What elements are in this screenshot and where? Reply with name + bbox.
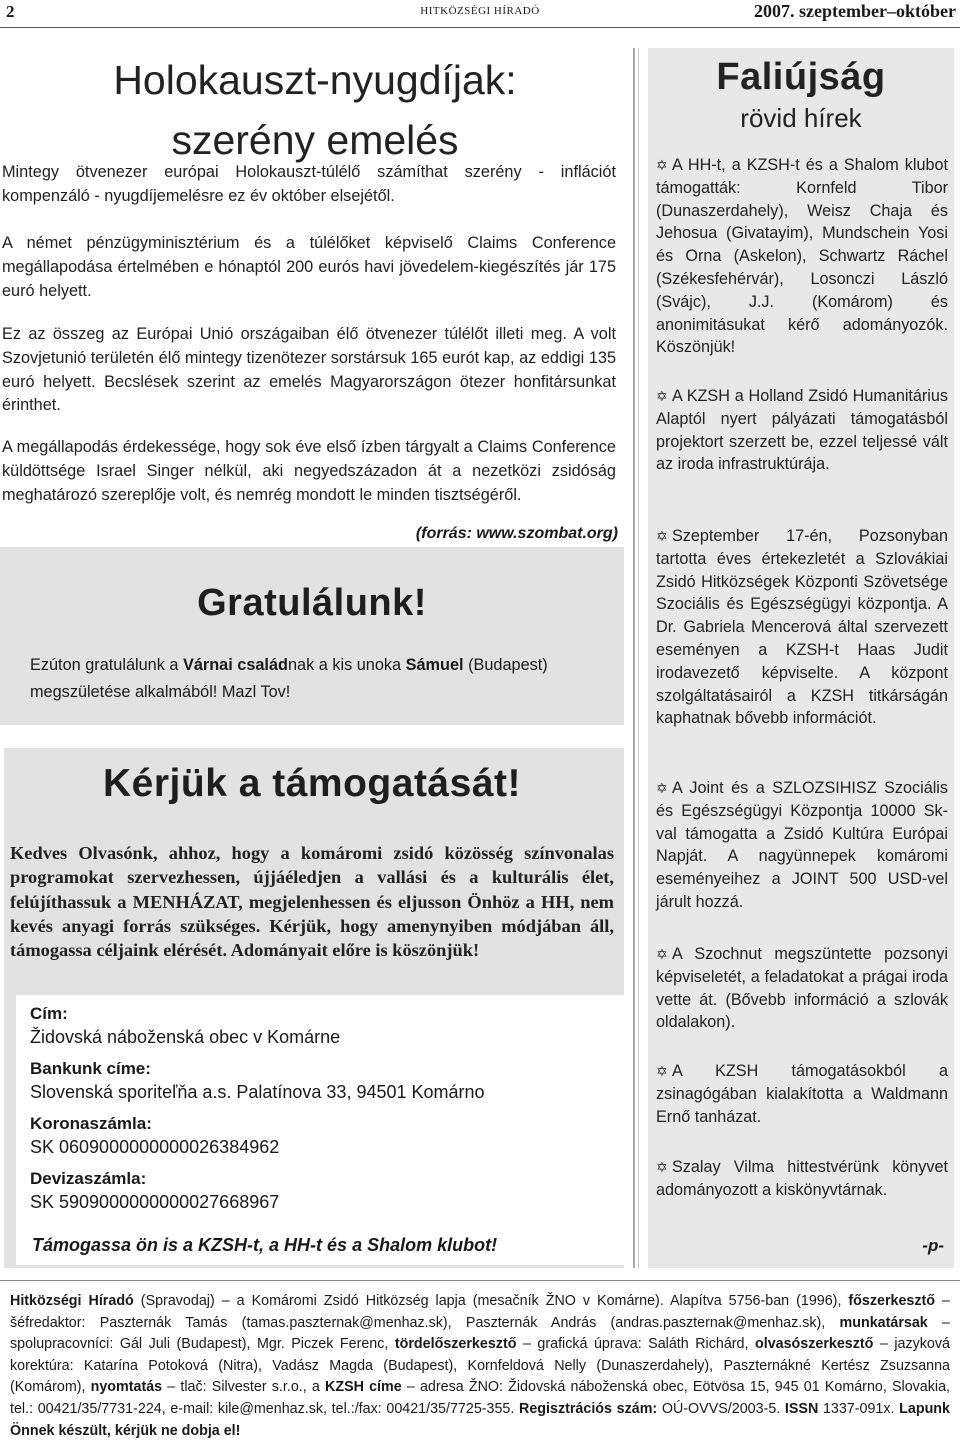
address-label: Cím: — [30, 1004, 68, 1023]
news-column-title: Faliújság — [716, 56, 886, 98]
support-text: Kedves Olvasónk, ahhoz, hogy a komáromi zsidó közösség színvonalas programokat szervezhessen, újjáéledjen a vallási és a kulturális élet, felújíthassuk a MENHÁZAT, megjelenhessen és eljusson Önhöz a HH, nem kevés anyagi forrás szükséges. Kérjük, hogy amenynyiben módjában áll, támogassa céljaink elérését. Adományait előre is köszönjük! — [10, 843, 614, 961]
article-paragraph: A német pénzügyminisztérium és a túlélőket képviselő Claims Conference megállapodása értelmében e hónaptól 200 eurós havi jövedelem-kiegészítés jár 175 euró helyett. — [2, 234, 616, 300]
star-of-david-icon: ✡ — [656, 1063, 668, 1079]
imprint-bold: Regisztrációs szám: — [519, 1400, 658, 1417]
news-item — [656, 777, 948, 914]
news-item — [656, 943, 948, 1034]
imprint-bold: olvasószerkesztő — [754, 1336, 874, 1353]
congrats-text — [30, 652, 610, 706]
imprint-text: – jazyková korektúra: Katarína Potoková (Nitra), Vadász Magda (Budapest), Kornfeldová Nelly (Dunaszerdahely), Paszternákné Kertész Zsuzsanna (Komárom), — [10, 1336, 950, 1396]
imprint-bold: nyomtatás — [90, 1379, 163, 1396]
news-item-text: A Joint és a SZLOZSIHISZ Szociális és Egészségügyi Központja 10000 Sk-val támogatta a Zsidó Kultúra Európai Napját. A nagyünnepek komáromi eseményeihez a JOINT 500 USD-vel járult hozzá. — [656, 779, 948, 911]
footer-divider — [0, 1280, 960, 1281]
family-name: Várnai család — [182, 656, 288, 674]
author-signature: -p- — [922, 1236, 944, 1255]
issue-date: 2007. szeptember–október — [754, 1, 956, 21]
imprint-bold: tördelőszerkesztő — [394, 1336, 517, 1353]
news-column-subtitle: rövid hírek — [740, 103, 862, 133]
news-item — [656, 1156, 948, 1202]
imprint-text: – spolupracovníci: Gál Juli (Budapest), Mgr. Piczek Ferenc, — [10, 1314, 950, 1353]
news-item-text: A Szochnut megszüntette pozsonyi képviseletét, a feladatokat a prágai iroda vette át. (Bővebb információ a szlovák oldalakon). — [656, 945, 948, 1032]
imprint-bold: főszerkesztő — [848, 1293, 936, 1309]
imprint-text: 1337-091x. — [818, 1400, 900, 1417]
imprint-text: (Spravodaj) – a Komáromi Zsidó Hitközség lapja (mesačník ŽNO v Komárne). Alapítva 5756-ban (1996), — [133, 1293, 849, 1309]
column-divider — [633, 48, 635, 1268]
korona-account-label: Koronaszámla: — [30, 1114, 152, 1133]
news-item — [656, 385, 948, 476]
imprint — [10, 1291, 950, 1442]
imprint-closing: Lapunk Önnek készült, kérjük ne dobja el! — [10, 1400, 950, 1439]
deviza-account-label: Devizaszámla: — [30, 1169, 147, 1188]
news-item-text: A KZSH támogatásokból a zsinagógában kialakította a Waldmann Ernő tanházat. — [656, 1062, 948, 1126]
congrats-title: Gratulálunk! — [197, 582, 427, 624]
imprint-bold: Hitközségi Híradó — [10, 1293, 134, 1309]
news-item — [656, 154, 948, 359]
congrats-text-part: Ezúton gratulálunk a — [30, 656, 183, 674]
news-item-text: A HH-t, a KZSH-t és a Shalom klubot támogatták: Kornfeld Tibor (Dunaszerdahely), Weisz Chaja és Jehosua (Givatayim), Mundschein Yosi és Orna (Askelon), Schwartz Ráchel (Székesfehérvár), Losonczi László (Svájc), J.J. (Komárom) és anonimitásukat kérő adományozók. Köszönjük! — [656, 156, 948, 357]
article-paragraph: Mintegy ötvenezer európai Holokauszt-túlélő számíthat szerény - inflációt kompenzáló - nyugdíjemelésre ez év október elsejétől. — [2, 163, 616, 205]
news-item — [656, 1060, 948, 1128]
child-name: Sámuel — [405, 656, 464, 674]
star-of-david-icon: ✡ — [656, 528, 668, 544]
support-title: Kérjük a támogatását! — [103, 762, 521, 805]
imprint-bold: munkatársak — [839, 1314, 928, 1331]
star-of-david-icon: ✡ — [656, 388, 668, 404]
article-title — [0, 50, 630, 170]
column-divider — [638, 48, 639, 1268]
imprint-text: – tlač: Silvester s.r.o., a — [162, 1379, 326, 1396]
imprint-bold: KZSH címe — [325, 1379, 402, 1396]
imprint-bold: ISSN — [784, 1400, 819, 1417]
bank-value: Slovenská sporiteľňa a.s. Palatínova 33, 94501 Komárno — [30, 1082, 485, 1102]
article-paragraph: A megállapodás érdekessége, hogy sok éve első ízben tárgyalt a Claims Conference küldöttsége Israel Singer nélkül, aki negyedszázadon át a nezetközi zsidóság meghatározó szereplője volt, és nemrég mondott le minden tisztségéről. — [2, 438, 616, 504]
article-title-line2: szerény emelés — [171, 117, 459, 163]
article-title-line1: Holokauszt-nyugdíjak: — [113, 57, 517, 103]
address-value: Židovská náboženská obec v Komárne — [30, 1027, 341, 1047]
newspaper-title: HITKÖZSÉGI HÍRADÓ — [420, 5, 540, 17]
star-of-david-icon: ✡ — [656, 157, 668, 173]
congrats-text-part: nak a kis unoka — [287, 656, 406, 674]
imprint-text: – šéfredaktor: Paszternák Tamás (tamas.paszternak@menhaz.sk), Paszternák András (andras.paszternak@menhaz.sk), — [10, 1293, 950, 1331]
page-number: 2 — [6, 2, 15, 21]
congrats-text-part: (Budapest) megszületése alkalmából! Mazl Tov! — [30, 656, 548, 701]
imprint-text: – grafická úprava: Saláth Richárd, — [516, 1336, 755, 1353]
star-of-david-icon: ✡ — [656, 780, 668, 796]
star-of-david-icon: ✡ — [656, 946, 668, 962]
korona-account-value: SK 0609000000000026384962 — [30, 1137, 280, 1157]
deviza-account-value: SK 5909000000000027668967 — [30, 1192, 280, 1212]
star-of-david-icon: ✡ — [656, 1159, 668, 1175]
article-source: (forrás: www.szombat.org) — [415, 525, 618, 542]
article-paragraph: Ez az összeg az Európai Unió országaiban élő ötvenezer túlélőt illeti meg. A volt Szovjetunió területén élő mintegy tizenötezer sorstársuk 165 eurót kap, az eddigi 135 euró helyett. Becslések szerint az emelés Magyarországon ötezer honfitársunkat érinthet. — [2, 325, 616, 415]
header-divider — [0, 27, 960, 28]
bank-label: Bankunk címe: — [30, 1059, 151, 1078]
news-item-text: Szeptember 17-én, Pozsonyban tartotta éves értekezletét a Szlovákiai Zsidó Hitközségek Központi Szövetsége Szociális és Egészségügyi központja. A Dr. Gabriela Mencerová által szervezett eseményen a KZSH-t Haas Judit irodavezető képviselte. A központ szolgáltatásairól a KZSH titkárságán kaphatnak bővebb információt. — [656, 527, 948, 728]
news-item-text: A KZSH a Holland Zsidó Humanitárius Alaptól nyert pályázati támogatásból projektort szerzett be, ezzel teljessé vált az iroda infrastruktúrája. — [656, 387, 948, 474]
support-slogan: Támogassa ön is a KZSH-t, a HH-t és a Shalom klubot! — [32, 1235, 498, 1255]
imprint-text: – adresa ŽNO: Židovská náboženská obec, Eötvösa 15, 945 01 Komárno, Slovakia, tel.: 00421/35/7731-224, e-mail: kile@menhaz.sk, tel.:/fax: 00421/35/7725-355. — [10, 1379, 950, 1417]
imprint-text: OÚ-OVVS/2003-5. — [657, 1400, 785, 1417]
news-item-text: Szalay Vilma hittestvérünk könyvet adományozott a kiskönyvtárnak. — [656, 1158, 948, 1199]
news-item — [656, 525, 948, 730]
